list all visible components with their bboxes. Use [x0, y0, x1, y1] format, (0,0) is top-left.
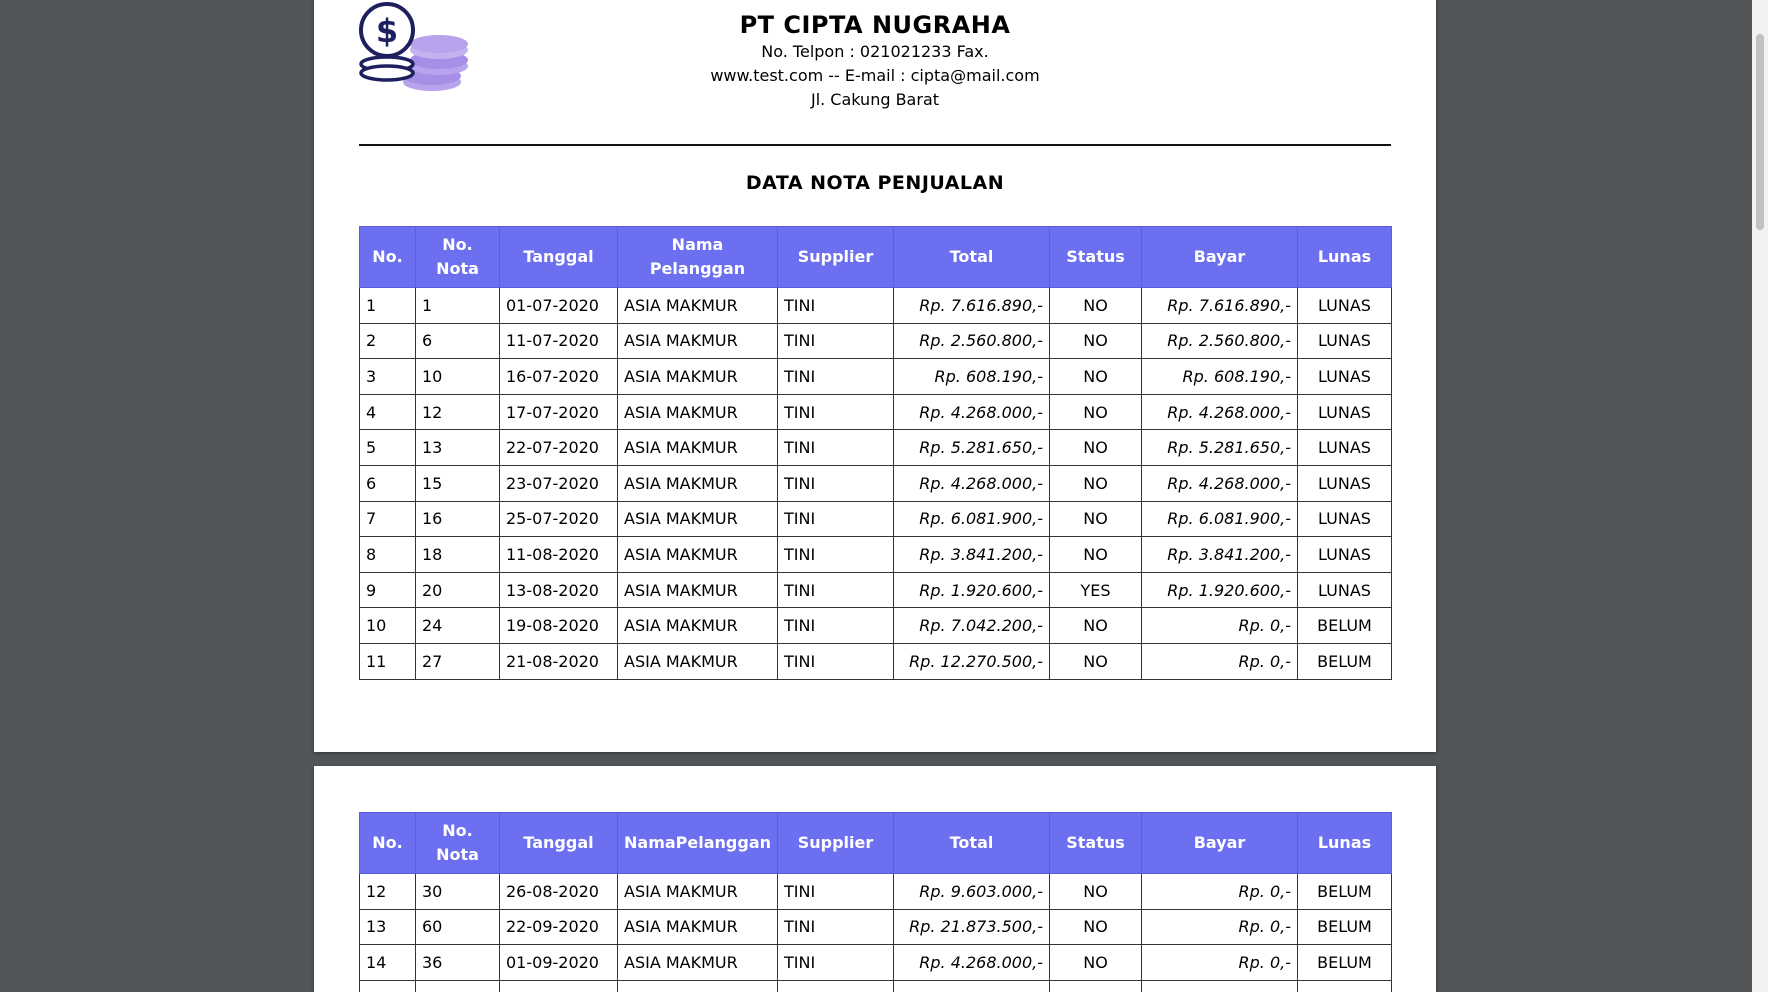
table-row: 6 15 23-07-2020 ASIA MAKMUR TINI Rp. 4.268.000,- NO Rp. 4.268.000,- LUNAS	[360, 465, 1392, 501]
col-header-total: Total	[894, 813, 1050, 874]
col-header-status: Status	[1050, 227, 1142, 288]
col-header-pelanggan: Nama Pelanggan	[618, 227, 778, 288]
table-row: 12 30 26-08-2020 ASIA MAKMUR TINI Rp. 9.603.000,- NO Rp. 0,- BELUM	[360, 874, 1392, 910]
col-header-bayar: Bayar	[1142, 227, 1298, 288]
table-row: 13 60 22-09-2020 ASIA MAKMUR TINI Rp. 21.873.500,- NO Rp. 0,- BELUM	[360, 909, 1392, 945]
table-row: 11 27 21-08-2020 ASIA MAKMUR TINI Rp. 12.270.500,- NO Rp. 0,- BELUM	[360, 643, 1392, 679]
company-address: Jl. Cakung Barat	[810, 90, 940, 109]
col-header-total: Total	[894, 227, 1050, 288]
col-header-bayar: Bayar	[1142, 813, 1298, 874]
col-header-supplier: Supplier	[778, 227, 894, 288]
col-header-nota: No. Nota	[416, 227, 500, 288]
col-header-tanggal: Tanggal	[500, 813, 618, 874]
table-row: 4 12 17-07-2020 ASIA MAKMUR TINI Rp. 4.268.000,- NO Rp. 4.268.000,- LUNAS	[360, 394, 1392, 430]
col-header-tanggal: Tanggal	[500, 227, 618, 288]
table-row: 14 36 01-09-2020 ASIA MAKMUR TINI Rp. 4.268.000,- NO Rp. 0,- BELUM	[360, 945, 1392, 981]
report-title: DATA NOTA PENJUALAN	[745, 172, 1005, 194]
col-header-nota: No. Nota	[416, 813, 500, 874]
table-row: 3 10 16-07-2020 ASIA MAKMUR TINI Rp. 608.190,- NO Rp. 608.190,- LUNAS	[360, 359, 1392, 395]
table-header-row	[360, 227, 1392, 288]
table-row: 10 24 19-08-2020 ASIA MAKMUR TINI Rp. 7.042.200,- NO Rp. 0,- BELUM	[360, 608, 1392, 644]
table-row: 2 6 11-07-2020 ASIA MAKMUR TINI Rp. 2.560.800,- NO Rp. 2.560.800,- LUNAS	[360, 323, 1392, 359]
table-row: 1 1 01-07-2020 ASIA MAKMUR TINI Rp. 7.616.890,- NO Rp. 7.616.890,- LUNAS	[360, 288, 1392, 324]
company-name: PT CIPTA NUGRAHA	[739, 11, 1011, 39]
col-header-lunas: Lunas	[1298, 813, 1392, 874]
table-row: 7 16 25-07-2020 ASIA MAKMUR TINI Rp. 6.081.900,- NO Rp. 6.081.900,- LUNAS	[360, 501, 1392, 537]
table-header-row	[360, 813, 1392, 874]
page-1	[314, 0, 1436, 752]
col-header-supplier: Supplier	[778, 813, 894, 874]
table-row: 8 18 11-08-2020 ASIA MAKMUR TINI Rp. 3.841.200,- NO Rp. 3.841.200,- LUNAS	[360, 537, 1392, 573]
table-row-partial	[360, 980, 1392, 992]
col-header-no: No.	[360, 813, 416, 874]
col-header-pelanggan: NamaPelanggan	[618, 813, 778, 874]
company-web-email: www.test.com -- E-mail : cipta@mail.com	[710, 66, 1040, 85]
col-header-no: No.	[360, 227, 416, 288]
svg-text:$: $	[375, 12, 399, 50]
company-info	[314, 10, 1436, 112]
scrollbar-thumb[interactable]	[1756, 34, 1764, 230]
nota-table-1	[359, 226, 1392, 680]
table-row: 9 20 13-08-2020 ASIA MAKMUR TINI Rp. 1.920.600,- YES Rp. 1.920.600,- LUNAS	[360, 572, 1392, 608]
header-divider	[359, 144, 1391, 146]
col-header-lunas: Lunas	[1298, 227, 1392, 288]
letterhead	[314, 0, 1436, 110]
table-row: 5 13 22-07-2020 ASIA MAKMUR TINI Rp. 5.281.650,- NO Rp. 5.281.650,- LUNAS	[360, 430, 1392, 466]
vertical-scrollbar[interactable]	[1752, 0, 1768, 992]
page-2	[314, 766, 1436, 992]
col-header-status: Status	[1050, 813, 1142, 874]
nota-table-2	[359, 812, 1392, 992]
company-phone: No. Telpon : 021021233 Fax.	[761, 42, 989, 61]
